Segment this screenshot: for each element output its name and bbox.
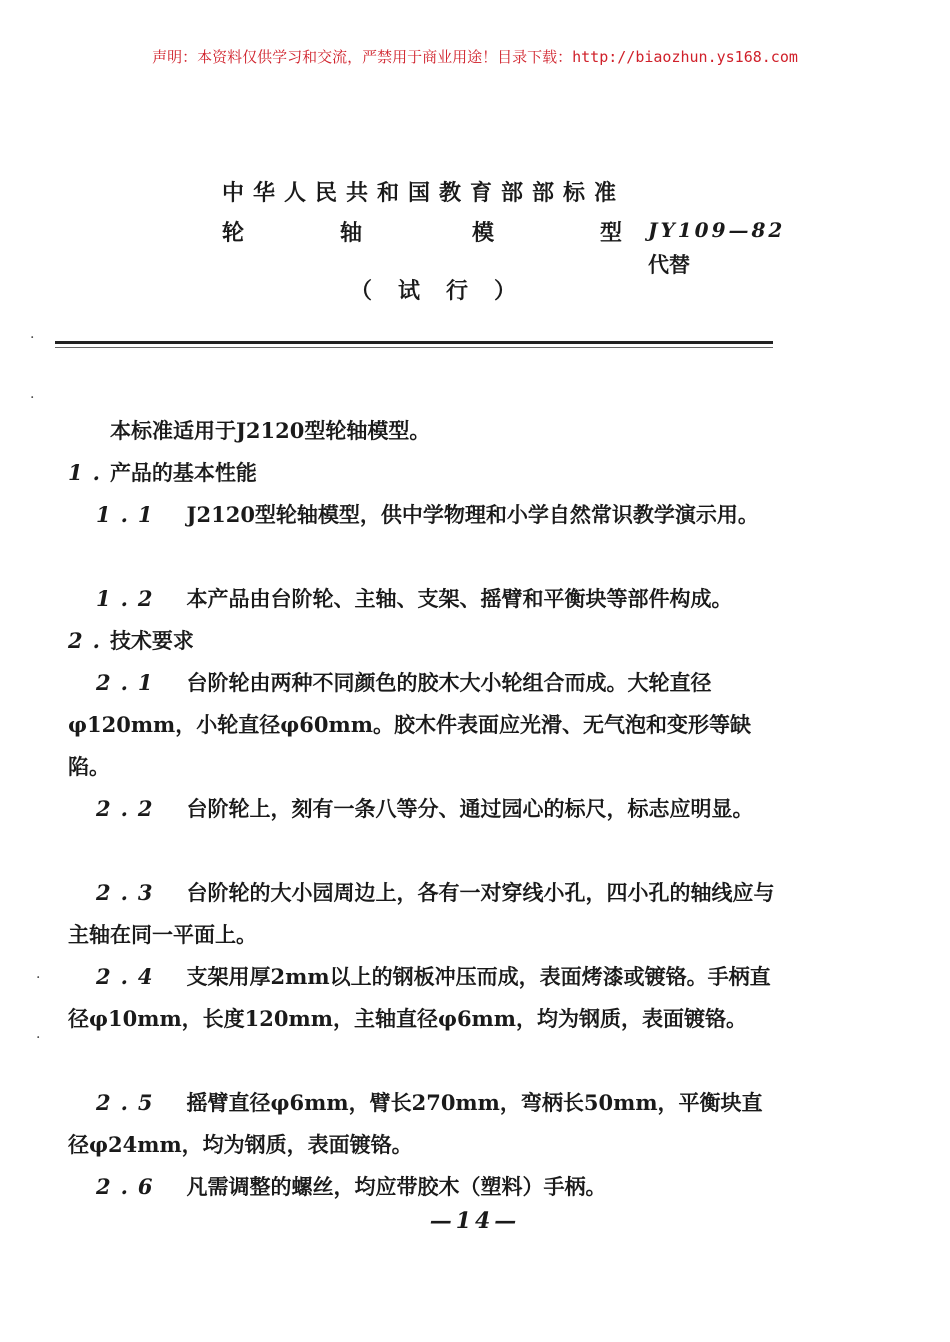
header-divider-thin (55, 347, 773, 348)
clause-number: 2.5 (96, 1090, 163, 1115)
clause-1-1 (68, 494, 778, 536)
title-char-1: 轮 (222, 220, 255, 246)
clause-text: 台阶轮由两种不同颜色的胶木大小轮组合而成。大轮直径φ120mm，小轮直径φ60mm。胶木件表面应光滑、无气泡和变形等缺陷。 (68, 670, 751, 779)
standard-org-title: 中华人民共和国教育部部标准 (222, 180, 626, 206)
clause-number: 2.6 (96, 1174, 163, 1199)
clause-2-3 (68, 872, 778, 956)
clause-number: 2.1 (96, 670, 163, 695)
clause-text: 摇臂直径φ6mm，臂长270mm，弯柄长50mm，平衡块直径φ24mm，均为钢质，表面镀铬。 (68, 1090, 763, 1157)
clause-text: 凡需调整的螺丝，均应带胶木（塑料）手柄。 (186, 1174, 607, 1199)
clause-2-5 (68, 1082, 778, 1166)
section-1-heading (68, 452, 778, 494)
clause-1-2 (68, 578, 778, 620)
section-number: 1. (68, 460, 110, 485)
clause-2-4 (68, 956, 778, 1040)
clause-number: 2.4 (96, 964, 163, 989)
section-2-heading (68, 620, 778, 662)
header-divider (55, 341, 773, 344)
scan-mark: · (30, 330, 35, 346)
disclaimer-notice (0, 46, 950, 67)
clause-2-1 (68, 662, 778, 788)
clause-text: 台阶轮的大小园周边上，各有一对穿线小孔，四小孔的轴线应与主轴在同一平面上。 (68, 880, 775, 947)
title-char-4: 型 (600, 220, 633, 246)
clause-text: J2120型轮轴模型，供中学物理和小学自然常识教学演示用。 (186, 502, 759, 527)
download-link[interactable]: http://biaozhun.ys168.com (572, 48, 798, 66)
section-number: 2. (68, 628, 110, 653)
standard-code: JY109—82 (648, 218, 786, 242)
scan-mark: · (36, 1030, 41, 1046)
page-number: —14— (429, 1208, 521, 1234)
clause-text: 台阶轮上，刻有一条八等分、通过园心的标尺，标志应明显。 (186, 796, 754, 821)
disclaimer-text: 声明：本资料仅供学习和交流，严禁用于商业用途！目录下载： (152, 48, 573, 66)
clause-text: 支架用厚2mm以上的钢板冲压而成，表面烤漆或镀铬。手柄直径φ10mm，长度120mm，主轴直径φ6mm，均为钢质，表面镀铬。 (68, 964, 771, 1031)
clause-number: 2.3 (96, 880, 163, 905)
section-title: 技术要求 (109, 628, 194, 653)
scan-mark: · (30, 390, 35, 406)
clause-2-2 (68, 788, 778, 830)
trial-label: （试行） (350, 278, 543, 304)
intro-paragraph: 本标准适用于J2120型轮轴模型。 (110, 418, 431, 443)
scan-mark: · (36, 970, 41, 986)
clause-number: 1.1 (96, 502, 163, 527)
clause-number: 2.2 (96, 796, 163, 821)
replaces-label: 代替 (648, 252, 690, 277)
clause-text: 本产品由台阶轮、主轴、支架、摇臂和平衡块等部件构成。 (186, 586, 733, 611)
section-title: 产品的基本性能 (109, 460, 257, 485)
title-char-2: 轴 (340, 220, 373, 246)
clause-number: 1.2 (96, 586, 163, 611)
title-char-3: 模 (472, 220, 505, 246)
clause-2-6 (68, 1166, 778, 1208)
